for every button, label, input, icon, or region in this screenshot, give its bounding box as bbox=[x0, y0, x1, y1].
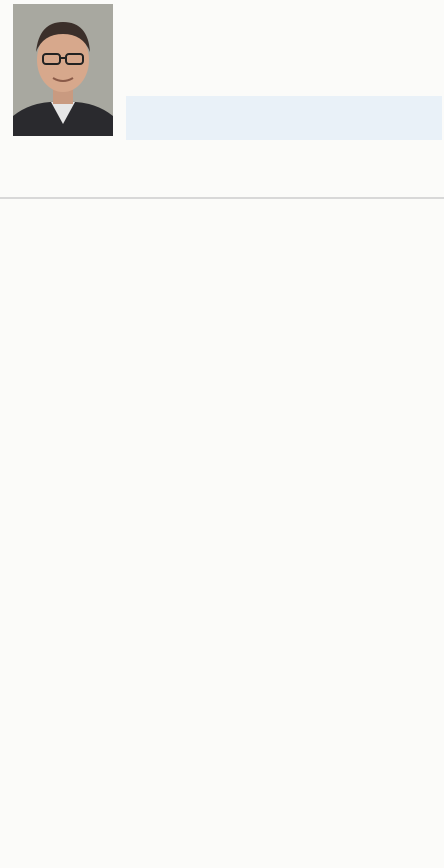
author-info-box bbox=[126, 96, 442, 140]
edito-header bbox=[0, 0, 444, 145]
photo-credit bbox=[0, 70, 12, 140]
author-photo bbox=[13, 4, 113, 136]
divider bbox=[0, 197, 444, 199]
author-portrait-image bbox=[13, 4, 113, 136]
